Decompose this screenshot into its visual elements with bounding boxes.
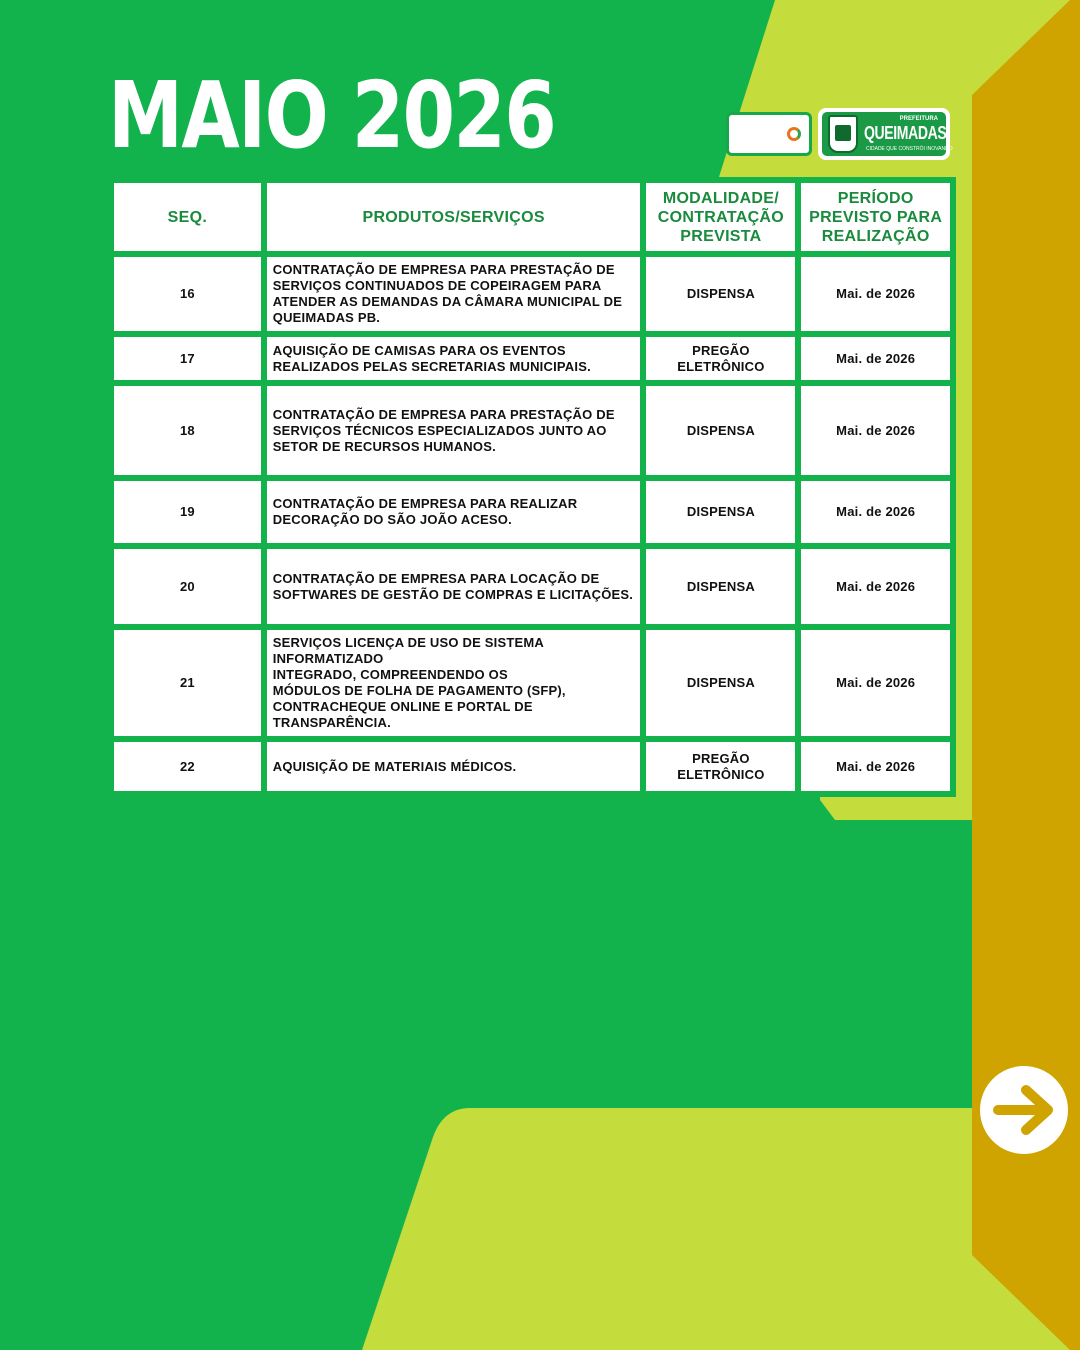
header-produtos: PRODUTOS/SERVIÇOS: [267, 183, 641, 251]
prefeitura-logo: [818, 108, 953, 160]
row-modality: DISPENSA: [646, 481, 795, 543]
row-period: Mai. de 2026: [801, 386, 950, 475]
header-modalidade: MODALIDADE/ CONTRATAÇÃO PREVISTA: [646, 183, 795, 251]
row-period: Mai. de 2026: [801, 549, 950, 624]
row-modality: DISPENSA: [646, 257, 795, 331]
row-description: SERVIÇOS LICENÇA DE USO DE SISTEMA INFORMATIZADO INTEGRADO, COMPREENDENDO OS MÓDULOS DE FOLHA DE PAGAMENTO (SFP), CONTRACHEQUE ONLINE E PORTAL DE TRANSPARÊNCIA.: [267, 630, 641, 736]
row-modality: DISPENSA: [646, 630, 795, 736]
header-seq: SEQ.: [114, 183, 261, 251]
row-period: Mai. de 2026: [801, 481, 950, 543]
row-seq: 19: [114, 481, 261, 543]
arrow-right-icon: [980, 1066, 1068, 1154]
event-logo: [726, 112, 812, 156]
row-description: AQUISIÇÃO DE MATERIAIS MÉDICOS.: [267, 742, 641, 791]
row-period: Mai. de 2026: [801, 630, 950, 736]
row-modality: DISPENSA: [646, 549, 795, 624]
logo-slogan: CIDADE QUE CONSTRÓI INOVANDO: [866, 146, 953, 152]
table-row: [114, 481, 950, 543]
row-description: CONTRATAÇÃO DE EMPRESA PARA LOCAÇÃO DE SOFTWARES DE GESTÃO DE COMPRAS E LICITAÇÕES.: [267, 549, 641, 624]
row-seq: 20: [114, 549, 261, 624]
next-page-button[interactable]: [980, 1066, 1068, 1154]
procurement-table: [108, 177, 956, 797]
table-row: [114, 257, 950, 331]
table-row: [114, 386, 950, 475]
table-row: [114, 549, 950, 624]
row-modality: PREGÃO ELETRÔNICO: [646, 337, 795, 380]
row-seq: 22: [114, 742, 261, 791]
row-description: AQUISIÇÃO DE CAMISAS PARA OS EVENTOS REALIZADOS PELAS SECRETARIAS MUNICIPAIS.: [267, 337, 641, 380]
row-description: CONTRATAÇÃO DE EMPRESA PARA PRESTAÇÃO DE SERVIÇOS TÉCNICOS ESPECIALIZADOS JUNTO AO SETOR DE RECURSOS HUMANOS.: [267, 386, 641, 475]
table-row: [114, 337, 950, 380]
row-period: Mai. de 2026: [801, 742, 950, 791]
logo-city-name: QUEIMADAS: [864, 123, 947, 143]
row-seq: 17: [114, 337, 261, 380]
table-row: [114, 630, 950, 736]
row-seq: 16: [114, 257, 261, 331]
row-seq: 21: [114, 630, 261, 736]
row-period: Mai. de 2026: [801, 337, 950, 380]
row-description: CONTRATAÇÃO DE EMPRESA PARA PRESTAÇÃO DE SERVIÇOS CONTINUADOS DE COPEIRAGEM PARA ATENDER AS DEMANDAS DA CÂMARA MUNICIPAL DE QUEIMADAS PB.: [267, 257, 641, 331]
table-row: [114, 742, 950, 791]
swirl-icon: [787, 127, 801, 141]
table-header-row: [114, 183, 950, 251]
header-periodo: PERÍODO PREVISTO PARA REALIZAÇÃO: [801, 183, 950, 251]
logo-prefeitura-label: PREFEITURA: [899, 116, 938, 122]
row-description: CONTRATAÇÃO DE EMPRESA PARA REALIZAR DECORAÇÃO DO SÃO JOÃO ACESO.: [267, 481, 641, 543]
coat-of-arms-icon: [828, 115, 858, 153]
row-seq: 18: [114, 386, 261, 475]
page-title: MAIO 2026: [108, 62, 556, 169]
row-modality: PREGÃO ELETRÔNICO: [646, 742, 795, 791]
row-modality: DISPENSA: [646, 386, 795, 475]
logo-group: [726, 108, 953, 160]
row-period: Mai. de 2026: [801, 257, 950, 331]
